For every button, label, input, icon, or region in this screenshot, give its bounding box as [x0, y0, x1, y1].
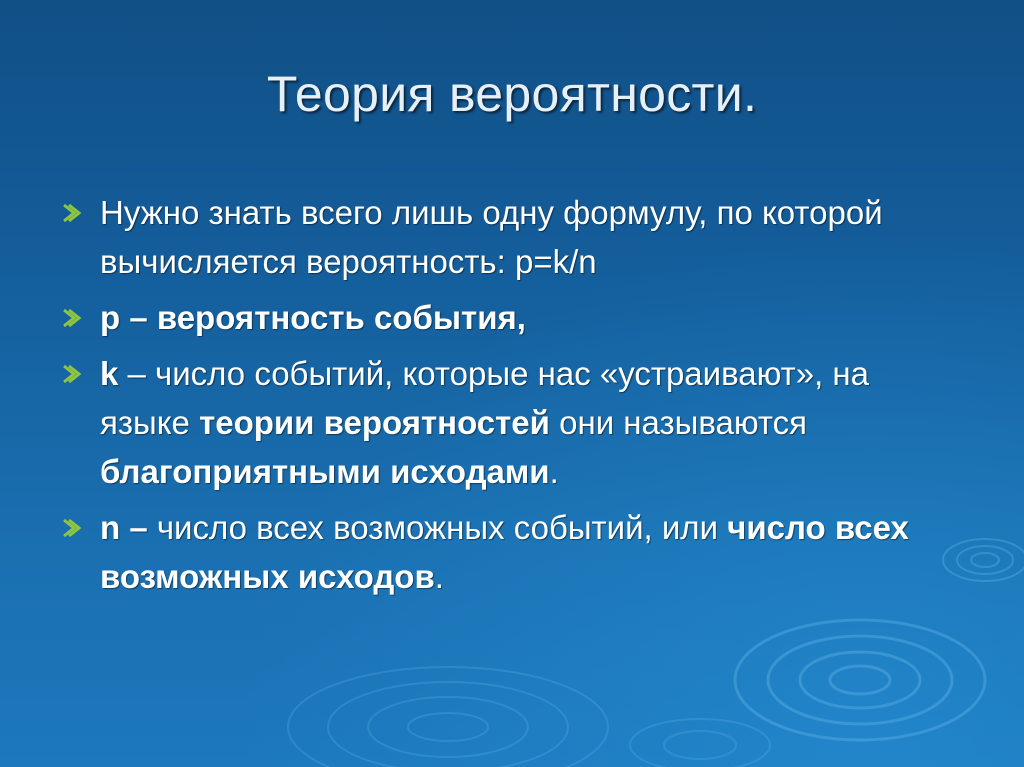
- bullet-bold-text: число всех возможных исходов: [100, 509, 909, 595]
- bullet-bold-text: k: [100, 355, 119, 392]
- bullet-item: [60, 293, 960, 342]
- bullet-bold-text: p – вероятность события,: [100, 299, 526, 336]
- bullet-text: число всех возможных событий, или: [147, 509, 728, 546]
- bullet-bold-text: благоприятными исходами: [100, 453, 550, 490]
- bullet-item: [60, 503, 960, 601]
- bullet-text: Нужно знать всего лишь одну формулу, по которой вычисляется вероятность: p=k/n: [100, 194, 883, 280]
- bullet-item: [60, 188, 960, 286]
- arrow-bullet-icon: [60, 503, 90, 552]
- arrow-bullet-icon: [60, 293, 90, 342]
- bullet-bold-text: теории вероятностей: [199, 404, 550, 441]
- bullet-text: .: [549, 453, 559, 490]
- bullet-text: – число событий, которые нас «устраивают», на языке: [100, 355, 870, 441]
- bullet-list: [60, 188, 960, 608]
- arrow-bullet-icon: [60, 349, 90, 398]
- bullet-text: они называются: [549, 404, 808, 441]
- bullet-item: [60, 349, 960, 496]
- bullet-bold-text: n –: [100, 509, 148, 546]
- arrow-bullet-icon: [60, 188, 90, 237]
- slide-title: Теория вероятности.: [266, 66, 758, 122]
- bullet-text: .: [434, 558, 444, 595]
